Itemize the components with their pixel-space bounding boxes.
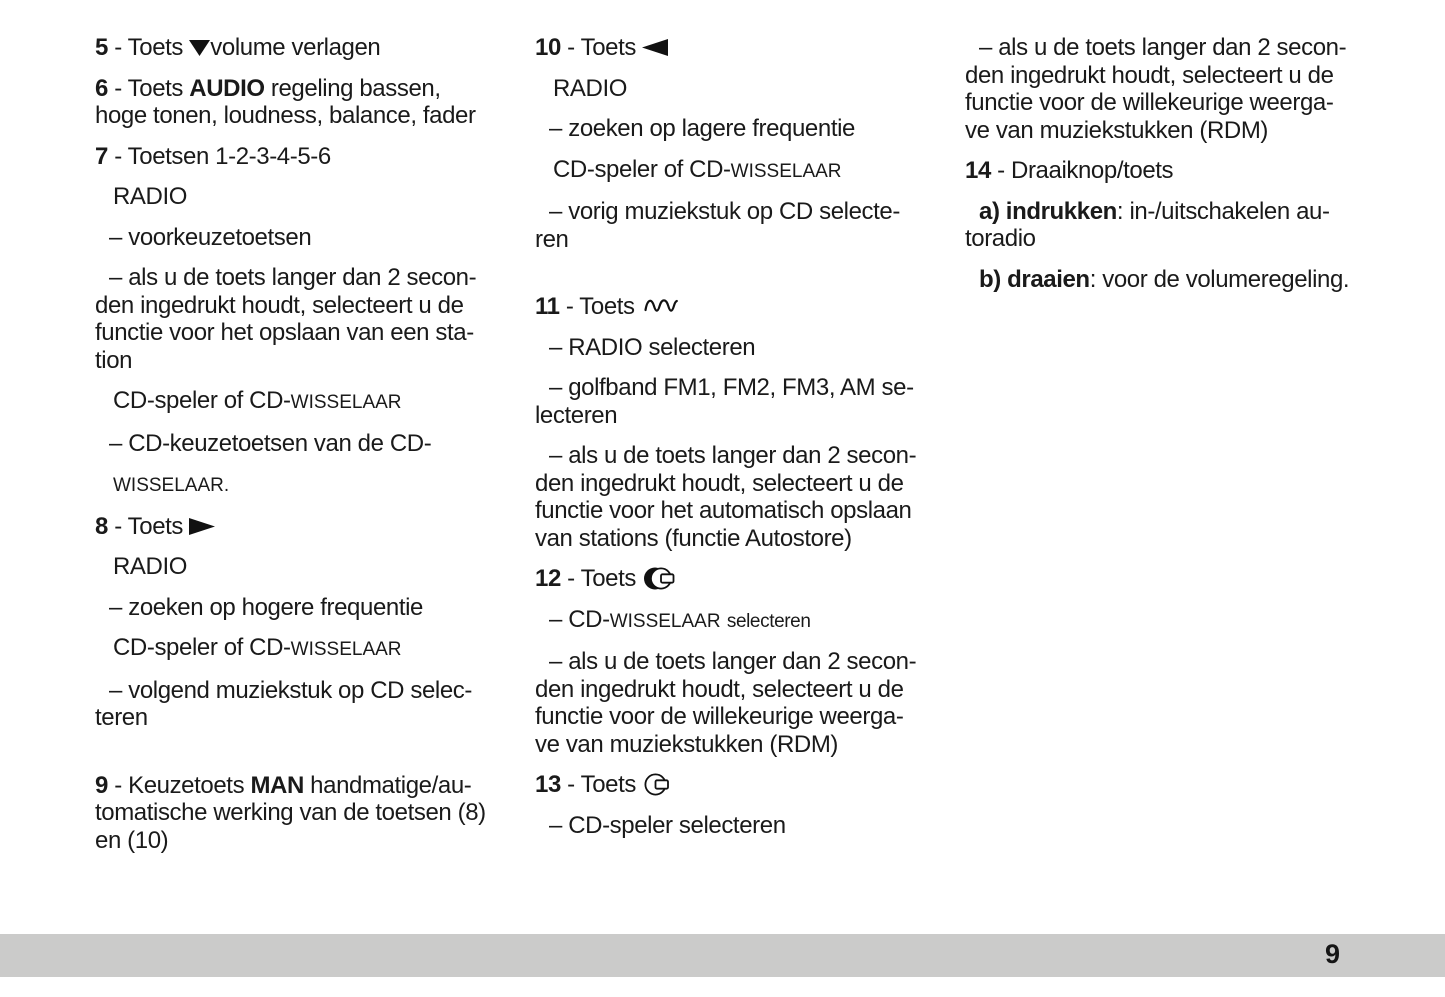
text: den ingedrukt houdt, selecteert u de xyxy=(535,469,904,497)
entry-12 xyxy=(535,565,920,593)
bold-text: 12 xyxy=(535,565,561,592)
radio-wave-icon xyxy=(643,293,679,319)
paragraph xyxy=(535,115,920,143)
paragraph xyxy=(965,198,1350,253)
triangle-right-icon xyxy=(189,518,215,535)
text: van stations (functie Autostore) xyxy=(535,524,852,552)
bold-text: 7 xyxy=(95,142,108,170)
text: - Toets xyxy=(107,512,190,540)
bold-text: 11 xyxy=(535,293,560,320)
text: RADIO xyxy=(113,553,188,580)
paragraph xyxy=(113,183,480,211)
paragraph xyxy=(95,677,480,732)
entry-10 xyxy=(535,34,920,62)
text: - Toets xyxy=(107,74,190,102)
text: – zoeken op hogere frequentie xyxy=(109,593,423,621)
paragraph xyxy=(535,198,920,253)
text: – CD-speler selecteren xyxy=(549,811,786,839)
column-2 xyxy=(535,34,920,854)
column-3 xyxy=(965,34,1350,854)
text: functie voor het opslaan van een sta- xyxy=(95,319,474,346)
text: – CD- xyxy=(549,605,610,633)
text: den ingedrukt houdt, selecteert u de xyxy=(95,291,464,319)
text: CD-speler of CD- xyxy=(113,634,291,661)
text: teren xyxy=(95,704,148,731)
smallcaps-text: WISSELAAR xyxy=(290,639,402,660)
smallcaps-text: WISSELAAR xyxy=(609,610,721,632)
text: ve van muziekstukken (RDM) xyxy=(965,116,1269,144)
text: hoge tonen, loudness, balance, fader xyxy=(95,102,476,129)
text: - Draaiknop/toets xyxy=(990,157,1174,184)
text: - Toets xyxy=(560,34,643,61)
paragraph xyxy=(535,606,920,636)
bold-text: 10 xyxy=(535,34,561,61)
text: – als u de toets langer dan 2 secon- xyxy=(109,264,477,291)
bold-text: 6 xyxy=(95,74,108,102)
entry-6 xyxy=(95,75,480,130)
text: handmatige/au- xyxy=(303,771,472,799)
text: : voor de volumeregeling. xyxy=(1089,265,1350,293)
entry-5 xyxy=(95,34,480,62)
text: – voorkeuzetoetsen xyxy=(109,223,312,251)
text: – vorig muziekstuk op CD selecte- xyxy=(549,198,900,225)
text: den ingedrukt houdt, selecteert u de xyxy=(535,675,904,703)
entry-8 xyxy=(95,513,480,541)
text: CD-speler of CD- xyxy=(553,155,731,183)
text: den ingedrukt houdt, selecteert u de xyxy=(965,61,1334,89)
text: ren xyxy=(535,225,569,253)
paragraph xyxy=(535,334,920,362)
bold-text: 5 xyxy=(95,34,108,61)
manual-text-content xyxy=(95,34,1350,854)
entry-7 xyxy=(95,143,480,171)
smallcaps-text: WISSELAAR. xyxy=(113,475,230,496)
text: – volgend muziekstuk op CD selec- xyxy=(109,676,472,704)
text: CD-speler of CD- xyxy=(113,387,291,414)
triangle-left-icon xyxy=(642,39,668,56)
text: – als u de toets langer dan 2 secon- xyxy=(979,34,1347,61)
text: volume verlagen xyxy=(210,34,381,61)
text: toradio xyxy=(965,225,1036,252)
text: – als u de toets langer dan 2 secon- xyxy=(549,648,917,675)
triangle-down-icon xyxy=(189,40,210,56)
cd-changer-icon xyxy=(644,565,678,592)
paragraph xyxy=(113,634,480,664)
footer-bar xyxy=(0,934,1445,977)
text: tion xyxy=(95,346,133,374)
text: - Keuzetoets xyxy=(107,771,251,799)
text: en (10) xyxy=(95,826,169,854)
entry-9 xyxy=(95,771,486,855)
entry-11 xyxy=(535,293,920,321)
paragraph xyxy=(965,266,1350,294)
column-1 xyxy=(95,34,486,854)
smallcaps-text: WISSELAAR xyxy=(730,160,842,182)
paragraph xyxy=(113,387,480,417)
text: regeling bassen, xyxy=(264,74,441,102)
text: – RADIO selecteren xyxy=(549,333,756,361)
paragraph xyxy=(965,34,1350,144)
text: – zoeken op lagere frequentie xyxy=(549,115,855,142)
bold-text: MAN xyxy=(250,771,304,799)
paragraph xyxy=(535,812,920,840)
text: – CD-keuzetoetsen van de CD- xyxy=(109,429,432,457)
entry-13 xyxy=(535,771,920,799)
text: : in-/uitschakelen au- xyxy=(1116,197,1330,225)
bold-text: 9 xyxy=(95,771,108,799)
paragraph xyxy=(553,75,920,103)
text: functie voor de willekeurige weerga- xyxy=(535,703,904,730)
entry-14 xyxy=(965,157,1350,185)
text: - Toets xyxy=(560,565,643,592)
text: – golfband FM1, FM2, FM3, AM se- xyxy=(549,374,914,401)
paragraph xyxy=(535,648,920,758)
bold-text: AUDIO xyxy=(189,74,265,102)
bold-text: 13 xyxy=(535,771,561,798)
text: - Toets xyxy=(107,34,190,61)
small-text: selecteren xyxy=(726,610,811,632)
text: functie voor de willekeurige weerga- xyxy=(965,89,1334,116)
bold-text: 14 xyxy=(965,157,991,184)
text: ve van muziekstukken (RDM) xyxy=(535,730,839,758)
text: RADIO xyxy=(553,74,628,102)
bold-text: b) draaien xyxy=(979,265,1090,293)
text: – als u de toets langer dan 2 secon- xyxy=(549,442,917,469)
paragraph xyxy=(535,442,920,552)
paragraph xyxy=(95,430,480,458)
paragraph xyxy=(95,224,480,252)
paragraph xyxy=(95,264,480,374)
paragraph xyxy=(113,470,480,500)
bold-text: 8 xyxy=(95,512,108,540)
text: lecteren xyxy=(535,401,618,429)
page-number: 9 xyxy=(1324,939,1340,969)
smallcaps-text: WISSELAAR xyxy=(290,392,402,413)
paragraph xyxy=(553,156,920,186)
paragraph xyxy=(535,374,920,429)
bold-text: a) indrukken xyxy=(979,197,1117,225)
text: RADIO xyxy=(113,183,188,210)
cd-player-icon xyxy=(644,771,672,798)
text: - Toets xyxy=(559,293,641,320)
text: functie voor het automatisch opslaan xyxy=(535,497,912,524)
text: - Toetsen 1-2-3-4-5-6 xyxy=(107,142,331,170)
paragraph xyxy=(113,553,480,581)
paragraph xyxy=(95,594,480,622)
text: - Toets xyxy=(560,771,643,798)
text: tomatische werking van de toetsen (8) xyxy=(95,799,486,826)
